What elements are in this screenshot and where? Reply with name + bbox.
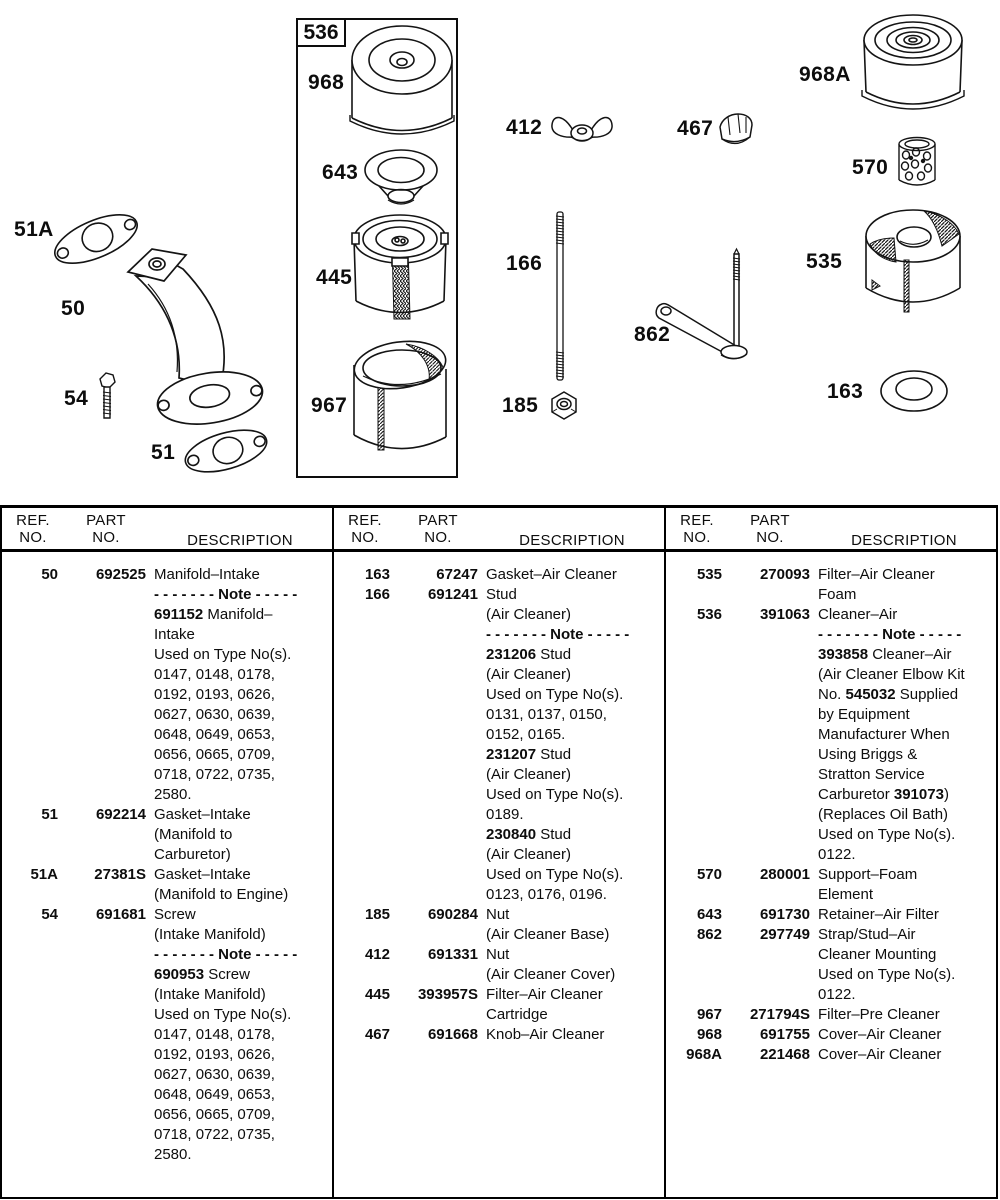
description-line: Filter–Pre Cleaner [818,1006,940,1023]
table-row [340,565,660,585]
description-line: 0122. [818,986,856,1003]
description-cell [486,565,660,585]
description-cell [154,805,328,865]
description-line: 0648, 0649, 0653, [154,1086,275,1103]
description-cell [818,1025,992,1045]
description-line: Stratton Service [818,766,925,783]
description-line: Gasket–Air Cleaner [486,566,617,583]
description-line: 0627, 0630, 0639, [154,1066,275,1083]
description-line: 0189. [486,806,524,823]
part-no-cell: 280001 [759,866,810,883]
description-line: 0718, 0722, 0735, [154,1126,275,1143]
description-line: 2580. [154,1146,192,1163]
ref-no-cell: 643 [696,906,722,923]
air-filter-retainer-643-drawing [362,148,440,204]
description-line: (Air Cleaner Cover) [486,966,616,983]
description-line: Used on Type No(s). [154,1006,292,1023]
description-cell [818,865,992,905]
part-no-header: PART NO. [418,512,458,546]
description-line: Carburetor) [154,846,231,863]
description-line: (Manifold to [154,826,233,843]
description-line: Cleaner Mounting [818,946,937,963]
ref-no-cell: 570 [696,866,722,883]
description-cell [818,905,992,925]
table-row [672,1005,992,1025]
hex-nut-185-drawing [549,391,579,421]
part-no-cell: 692214 [95,806,146,823]
description-line: 231206 Stud [486,646,572,663]
parts-table [0,505,998,1199]
ref-no-cell: 968A [686,1046,722,1063]
description-line: 0648, 0649, 0653, [154,726,275,743]
description-cell [154,565,328,805]
table-row [340,945,660,985]
description-line: 0123, 0176, 0196. [486,886,607,903]
description-line: 0656, 0665, 0709, [154,1106,275,1123]
callout-163: 163 [827,380,864,403]
intake-manifold-50-drawing [100,242,268,426]
table-header [2,508,332,552]
description-line: 691152 Manifold– [154,606,273,623]
wing-nut-412-drawing [550,110,614,150]
part-no-cell: 221468 [759,1046,810,1063]
callout-51A: 51A [14,218,54,241]
description-line: Used on Type No(s). [818,826,956,843]
description-line: Carburetor 391073) [818,786,949,803]
description-line: 0192, 0193, 0626, [154,686,275,703]
description-cell [486,905,660,945]
parts-rows [666,552,996,1065]
description-line: Cleaner–Air [818,606,898,623]
description-line: Strap/Stud–Air [818,926,916,943]
table-header [666,508,996,552]
ref-no-cell: 51A [30,866,58,883]
description-header: DESCRIPTION [187,532,293,549]
part-no-cell: 691730 [759,906,810,923]
description-line: (Intake Manifold) [154,926,266,943]
ref-no-cell: 54 [41,906,58,923]
callout-862: 862 [634,323,671,346]
air-cleaner-cover-968-drawing [350,22,454,148]
table-row [672,1025,992,1045]
description-cell [818,925,992,1005]
part-no-cell: 270093 [759,566,810,583]
description-line: (Air Cleaner) [486,766,572,783]
description-line: by Equipment [818,706,910,723]
air-cleaner-cartridge-445-drawing [352,211,448,325]
callout-166: 166 [506,252,543,275]
description-line: Gasket–Intake [154,866,251,883]
description-line: 690953 Screw [154,966,250,983]
description-line: Used on Type No(s). [486,866,624,883]
ref-no-cell: 50 [41,566,58,583]
ref-no-cell: 445 [364,986,390,1003]
description-line: Used on Type No(s). [154,646,292,663]
parts-table-column-2 [334,508,666,1197]
description-line: Manufacturer When [818,726,950,743]
ref-no-header: REF. NO. [348,512,382,546]
description-cell [154,865,328,905]
part-no-cell: 691241 [427,586,478,603]
table-row [672,1045,992,1065]
part-no-cell: 691755 [759,1026,810,1043]
callout-967: 967 [311,394,348,417]
description-cell [486,985,660,1025]
table-row [672,925,992,1005]
description-line: Knob–Air Cleaner [486,1026,605,1043]
description-line: Used on Type No(s). [486,786,624,803]
description-line: No. 545032 Supplied [818,686,959,703]
description-cell [818,565,992,605]
part-no-cell: 691681 [95,906,146,923]
description-line: - - - - - - - Note - - - - - [486,626,630,643]
description-line: 230840 Stud [486,826,572,843]
ref-no-cell: 163 [364,566,390,583]
part-no-cell: 391063 [759,606,810,623]
description-line: 0192, 0193, 0626, [154,1046,275,1063]
description-line: 0131, 0137, 0150, [486,706,607,723]
description-line: Support–Foam [818,866,918,883]
description-line: Cartridge [486,1006,548,1023]
description-line: 0122. [818,846,856,863]
description-cell [486,1025,660,1045]
gasket-washer-163-drawing [878,367,950,417]
ref-no-cell: 412 [364,946,390,963]
description-line: Filter–Air Cleaner [486,986,603,1003]
table-row [8,865,328,905]
ref-no-cell: 51 [41,806,58,823]
description-line: Manifold–Intake [154,566,260,583]
callout-968: 968 [308,71,345,94]
pre-cleaner-filter-967-drawing [352,340,448,462]
ref-no-cell: 967 [696,1006,722,1023]
ref-no-header: REF. NO. [16,512,50,546]
description-line: 0152, 0165. [486,726,566,743]
table-row [8,905,328,1165]
screw-54-drawing [92,370,118,422]
description-cell [818,1005,992,1025]
description-line: (Air Cleaner) [486,606,572,623]
description-line: Used on Type No(s). [486,686,624,703]
description-header: DESCRIPTION [851,532,957,549]
parts-rows [334,552,664,1045]
description-line: (Air Cleaner Elbow Kit [818,666,965,683]
callout-51: 51 [151,441,176,464]
gasket-51-drawing [182,421,270,481]
part-no-cell: 271794S [749,1006,810,1023]
description-line: (Air Cleaner Base) [486,926,610,943]
table-row [340,1025,660,1045]
ref-no-cell: 467 [364,1026,390,1043]
table-row [672,605,992,865]
description-line: 393858 Cleaner–Air [818,646,952,663]
part-no-header: PART NO. [86,512,126,546]
description-line: - - - - - - - Note - - - - - [154,586,298,603]
parts-rows [2,552,332,1165]
description-line: (Air Cleaner) [486,666,572,683]
ref-no-cell: 185 [364,906,390,923]
ref-no-cell: 166 [364,586,390,603]
callout-185: 185 [502,394,539,417]
part-no-cell: 692525 [95,566,146,583]
table-row [672,905,992,925]
description-line: (Replaces Oil Bath) [818,806,949,823]
table-row [672,565,992,605]
description-line: (Intake Manifold) [154,986,266,1003]
part-no-cell: 297749 [759,926,810,943]
description-cell [486,585,660,905]
part-no-header: PART NO. [750,512,790,546]
callout-54: 54 [64,387,89,410]
group-536-label: 536 [303,20,339,44]
callout-535: 535 [806,250,843,273]
foam-support-570-drawing [897,136,937,190]
group-536-label-box [296,18,346,47]
exploded-parts-diagram [0,0,1000,502]
description-line: 0656, 0665, 0709, [154,746,275,763]
description-line: 231207 Stud [486,746,572,763]
air-cleaner-knob-467-drawing [716,111,756,149]
description-line: Stud [486,586,517,603]
callout-467: 467 [677,117,714,140]
description-line: Foam [818,586,857,603]
part-no-cell: 27381S [94,866,146,883]
table-row [8,565,328,805]
part-no-cell: 691668 [427,1026,478,1043]
description-line: Gasket–Intake [154,806,251,823]
table-row [340,585,660,905]
parts-table-column-3 [666,508,996,1197]
description-line: 0147, 0148, 0178, [154,1026,275,1043]
description-line: Nut [486,946,510,963]
description-header: DESCRIPTION [519,532,625,549]
description-line: 2580. [154,786,192,803]
callout-445: 445 [316,266,353,289]
description-line: (Manifold to Engine) [154,886,289,903]
description-line: - - - - - - - Note - - - - - [154,946,298,963]
description-line: Screw [154,906,196,923]
air-cleaner-cover-968a-drawing [862,12,964,114]
description-line: 0627, 0630, 0639, [154,706,275,723]
description-line: 0147, 0148, 0178, [154,666,275,683]
description-line: Element [818,886,874,903]
ref-no-cell: 968 [696,1026,722,1043]
description-line: Cover–Air Cleaner [818,1046,942,1063]
ref-no-cell: 536 [696,606,722,623]
description-line: Nut [486,906,510,923]
ref-no-header: REF. NO. [680,512,714,546]
table-header [334,508,664,552]
part-no-cell: 393957S [417,986,478,1003]
description-line: (Air Cleaner) [486,846,572,863]
part-no-cell: 691331 [427,946,478,963]
table-row [340,905,660,945]
stud-166-drawing [552,208,568,384]
description-cell [818,605,992,865]
description-cell [154,905,328,1165]
description-line: Intake [154,626,195,643]
table-row [672,865,992,905]
description-line: Cover–Air Cleaner [818,1026,942,1043]
callout-643: 643 [322,161,359,184]
foam-filter-535-drawing [864,208,962,316]
callout-50: 50 [61,297,86,320]
part-no-cell: 67247 [436,566,478,583]
description-line: Used on Type No(s). [818,966,956,983]
description-line: 0718, 0722, 0735, [154,766,275,783]
description-cell [818,1045,992,1065]
mounting-strap-862-drawing [650,248,760,364]
ref-no-cell: 535 [696,566,722,583]
parts-table-column-1 [2,508,334,1197]
description-line: - - - - - - - Note - - - - - [818,626,962,643]
part-no-cell: 690284 [427,906,478,923]
description-cell [486,945,660,985]
description-line: Filter–Air Cleaner [818,566,935,583]
table-row [340,985,660,1025]
table-row [8,805,328,865]
description-line: Retainer–Air Filter [818,906,939,923]
callout-412: 412 [506,116,543,139]
ref-no-cell: 862 [696,926,722,943]
description-line: Using Briggs & [818,746,918,763]
callout-570: 570 [852,156,889,179]
callout-968A: 968A [799,63,851,86]
